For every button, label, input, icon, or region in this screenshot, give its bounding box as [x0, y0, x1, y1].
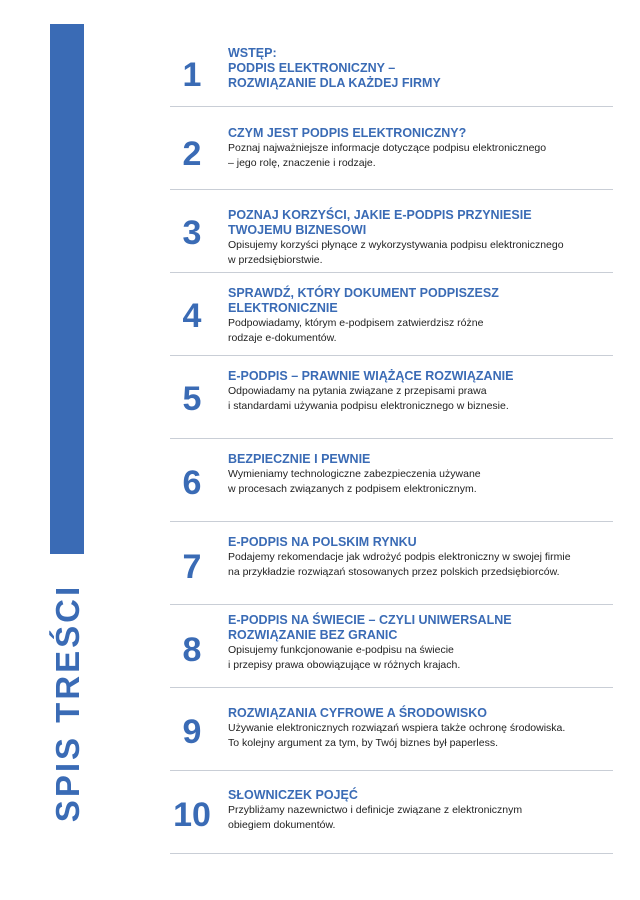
entry-description-line: To kolejny argument za tym, by Twój biznes był paperless. [228, 737, 499, 749]
entry-number: 9 [182, 713, 202, 751]
entry-title-line: WSTĘP: [228, 46, 277, 60]
toc-entry-1[interactable] [170, 24, 613, 107]
entry-description-line: na przykładzie rozwiązań stosowanych przez polskich przedsiębiorców. [228, 566, 560, 578]
toc-entry-4[interactable] [170, 273, 613, 356]
entry-number: 4 [182, 297, 202, 335]
toc-heading-text: SPIS TREŚCI [49, 583, 87, 822]
entry-description-line: Podpowiadamy, którym e-podpisem zatwierdzisz różne [228, 317, 484, 329]
entry-description-line: rodzaje e-dokumentów. [228, 332, 337, 344]
entry-title-line: BEZPIECZNIE I PEWNIE [228, 452, 371, 466]
toc-entry-6[interactable] [170, 439, 613, 522]
entry-title-line: E-PODPIS NA ŚWIECIE – CZYLI UNIWERSALNE [228, 613, 512, 627]
entry-description-line: Podajemy rekomendacje jak wdrożyć podpis elektroniczny w swojej firmie [228, 551, 571, 563]
entry-title-line: ROZWIĄZANIA CYFROWE A ŚRODOWISKO [228, 706, 488, 720]
entry-number: 8 [182, 631, 202, 669]
entry-description-line: Używanie elektronicznych rozwiązań wspiera także ochronę środowiska. [228, 722, 566, 734]
entry-description-line: – jego rolę, znaczenie i rodzaje. [228, 157, 376, 169]
entry-description-line: w procesach związanych z podpisem elektronicznym. [228, 483, 477, 495]
entry-description-line: i standardami używania podpisu elektronicznego w biznesie. [228, 400, 509, 412]
table-of-contents [170, 24, 613, 854]
entry-description-line: w przedsiębiorstwie. [228, 254, 323, 266]
entry-description-line: Poznaj najważniejsze informacje dotyczące podpisu elektronicznego [228, 142, 547, 154]
entry-description-line: Wymieniamy technologiczne zabezpieczenia używane [228, 468, 481, 480]
entry-description-line: i przepisy prawa obowiązujące w różnych krajach. [228, 659, 461, 671]
entry-number: 2 [182, 135, 202, 173]
entry-description-line: Opisujemy funkcjonowanie e-podpisu na świecie [228, 644, 454, 656]
entry-number: 10 [173, 796, 211, 834]
entry-number: 6 [182, 464, 202, 502]
toc-entry-3[interactable] [170, 190, 613, 273]
entry-description-line: Opisujemy korzyści płynące z wykorzystywania podpisu elektronicznego [228, 239, 564, 251]
toc-entry-7[interactable] [170, 522, 613, 605]
toc-entry-9[interactable] [170, 688, 613, 771]
sidebar-accent-bar [50, 24, 84, 554]
toc-entry-8[interactable] [170, 605, 613, 688]
entry-title-line: CZYM JEST PODPIS ELEKTRONICZNY? [228, 126, 467, 140]
toc-heading [48, 575, 88, 830]
toc-entry-10[interactable] [170, 771, 613, 854]
entry-title-line: PODPIS ELEKTRONICZNY – [228, 61, 396, 75]
entry-title-line: ROZWIĄZANIE BEZ GRANIC [228, 628, 398, 642]
entry-title-line: SPRAWDŹ, KTÓRY DOKUMENT PODPISZESZ ELEKTRONICZNIE [228, 286, 499, 315]
entry-description-line: Przybliżamy nazewnictwo i definicje związane z elektronicznym [228, 804, 523, 816]
entry-number: 7 [182, 548, 202, 586]
entry-number: 5 [182, 380, 202, 418]
entry-title-line: ROZWIĄZANIE DLA KAŻDEJ FIRMY [228, 76, 441, 90]
entry-title-line: POZNAJ KORZYŚCI, JAKIE E-PODPIS PRZYNIESIE [228, 208, 532, 222]
entry-title-line: SŁOWNICZEK POJĘĆ [228, 788, 358, 802]
entry-title-line: TWOJEMU BIZNESOWI [228, 223, 367, 237]
entry-number: 1 [182, 56, 202, 94]
toc-entry-2[interactable] [170, 107, 613, 190]
entry-number: 3 [182, 214, 202, 252]
entry-description-line: Odpowiadamy na pytania związane z przepisami prawa [228, 385, 487, 397]
entry-description-line: obiegiem dokumentów. [228, 819, 336, 831]
entry-title-line: E-PODPIS NA POLSKIM RYNKU [228, 535, 417, 549]
entry-title-line: E-PODPIS – PRAWNIE WIĄŻĄCE ROZWIĄZANIE [228, 369, 514, 383]
toc-entry-5[interactable] [170, 356, 613, 439]
